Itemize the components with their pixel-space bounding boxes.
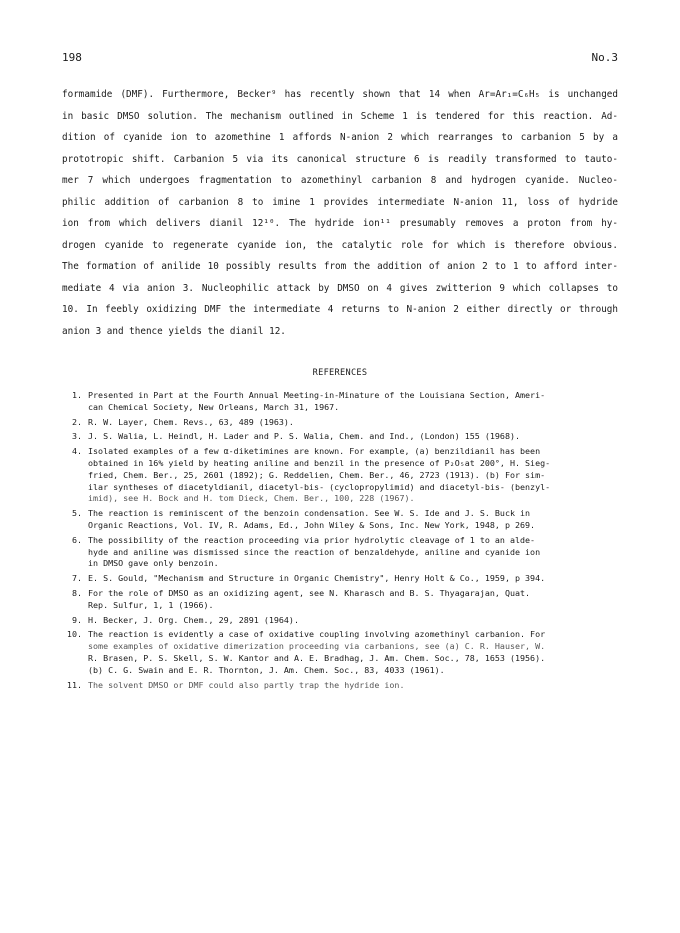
reference-item (58, 573, 618, 585)
reference-line: (b) C. G. Swain and E. R. Thornton, J. Am. Chem. Soc., 83, 4033 (1961). (88, 664, 445, 675)
reference-line: obtained in 16% yield by heating aniline and benzil in the presence of P₂O₅at 200°, H. Sieg- (88, 457, 551, 468)
reference-line: hyde and aniline was dismissed since the reaction of benzaldehyde, aniline and cyanide ion (88, 546, 541, 557)
body-line: dition of cyanide ion to azomethine 1 affords N-anion 2 which rearranges to carbanion 5 by a (62, 132, 618, 143)
reference-number: 3. (71, 431, 82, 442)
reference-line: Rep. Sulfur, 1, 1 (1966). (88, 599, 214, 610)
references-heading: REFERENCES (312, 368, 368, 378)
reference-number: 8. (71, 587, 82, 598)
reference-line: R. Brasen, P. S. Skell, S. W. Kantor and A. E. Bradhag, J. Am. Chem. Soc., 78, 1653 (1956). (88, 652, 546, 663)
reference-line: Isolated examples of a few α-diketimines are known. For example, (a) benzildianil has been (88, 446, 541, 457)
body-line: 10. In feebly oxidizing DMF the intermediate 4 returns to N-anion 2 either directly or through (62, 304, 618, 315)
reference-number: 4. (71, 446, 82, 457)
reference-item (58, 446, 618, 505)
reference-number: 10. (66, 629, 82, 640)
reference-number: 11. (66, 679, 82, 690)
reference-line: The reaction is reminiscent of the benzoin condensation. See W. S. Ide and J. S. Buck in (88, 508, 531, 519)
reference-line: H. Becker, J. Org. Chem., 29, 2891 (1964). (88, 614, 299, 625)
body-line: mediate 4 via anion 3. Nucleophilic attack by DMSO on 4 gives zwitterion 9 which collapses to (62, 282, 618, 294)
page-number: 198 (62, 51, 82, 64)
reference-line: Presented in Part at the Fourth Annual Meeting-in-Minature of the Louisiana Section, Ameri- (88, 390, 546, 400)
body-line: mer 7 which undergoes fragmentation to azomethinyl carbanion 8 and hydrogen cyanide. Nucleo- (62, 175, 618, 186)
reference-line: The reaction is evidently a case of oxidative coupling involving azomethinyl carbanion. For (88, 629, 546, 640)
body-line: formamide (DMF). Furthermore, Becker⁹ has recently shown that 14 when Ar=Ar₁=C₆H₅ is unchanged (62, 89, 618, 100)
reference-line: fried, Chem. Ber., 25, 2601 (1892); G. Reddelien, Chem. Ber., 46, 2723 (1913). (b) For sim- (88, 469, 546, 480)
reference-line: The solvent DMSO or DMF could also partly trap the hydride ion. (88, 679, 405, 690)
reference-line: imid), see H. Bock and H. tom Dieck, Chem. Ber., 100, 228 (1967). (88, 493, 415, 504)
reference-number: 6. (71, 534, 82, 545)
reference-line: R. W. Layer, Chem. Revs., 63, 489 (1963). (88, 416, 294, 427)
body-line: prototropic shift. Carbanion 5 via its canonical structure 6 is readily transformed to tauto- (62, 153, 618, 165)
reference-line: can Chemical Society, New Orleans, March 31, 1967. (88, 401, 340, 412)
reference-line: The possibility of the reaction proceeding via prior hydrolytic cleavage of 1 to an alde- (88, 534, 536, 545)
reference-number: 5. (71, 508, 82, 519)
reference-item (58, 588, 618, 612)
reference-number: 9. (71, 614, 82, 625)
references-list (58, 390, 618, 694)
reference-line: in DMSO gave only benzoin. (88, 558, 219, 569)
body-paragraph (62, 84, 618, 342)
reference-line: J. S. Walia, L. Heindl, H. Lader and P. S. Walia, Chem. and Ind., (London) 155 (1968). (88, 431, 521, 442)
reference-item (58, 508, 618, 532)
reference-line: Organic Reactions, Vol. IV, R. Adams, Ed., John Wiley & Sons, Inc. New York, 1948, p 269. (88, 519, 536, 530)
body-line: in basic DMSO solution. The mechanism outlined in Scheme 1 is tendered for this reaction. Ad- (62, 110, 618, 122)
reference-item (58, 431, 618, 443)
body-line: drogen cyanide to regenerate cyanide ion, the catalytic role for which is therefore obvious. (62, 239, 618, 251)
reference-item (58, 680, 618, 692)
reference-number: 1. (71, 390, 82, 400)
reference-line: ilar syntheses of diacetyldianil, diacetyl-bis- (cyclopropylimid) and diacetyl-bis- (benzyl- (88, 481, 551, 492)
page-header (62, 51, 618, 65)
reference-line: E. S. Gould, "Mechanism and Structure in Organic Chemistry", Henry Holt & Co., 1959, p 394. (88, 573, 546, 584)
body-line: anion 3 and thence yields the dianil 12. (62, 325, 286, 337)
reference-item (58, 615, 618, 627)
reference-item (58, 535, 618, 570)
body-line: ion from which delivers dianil 12¹⁰. The hydride ion¹¹ presumably removes a proton from hy- (62, 218, 618, 229)
reference-line: some examples of oxidative dimerization proceeding via carbanions, see (a) C. R. Hauser, W. (88, 641, 546, 652)
issue-number: No.3 (591, 51, 618, 64)
reference-item (58, 390, 618, 414)
body-line: The formation of anilide 10 possibly results from the addition of anion 2 to 1 to afford inter- (62, 261, 618, 272)
body-line: philic addition of carbanion 8 to imine 1 provides intermediate N-anion 11, loss of hydride (62, 196, 618, 208)
reference-number: 2. (71, 416, 82, 427)
reference-item (58, 629, 618, 676)
reference-item (58, 417, 618, 429)
reference-line: For the role of DMSO as an oxidizing agent, see N. Kharasch and B. S. Thyagarajan, Quat. (88, 587, 531, 598)
reference-number: 7. (71, 573, 82, 584)
